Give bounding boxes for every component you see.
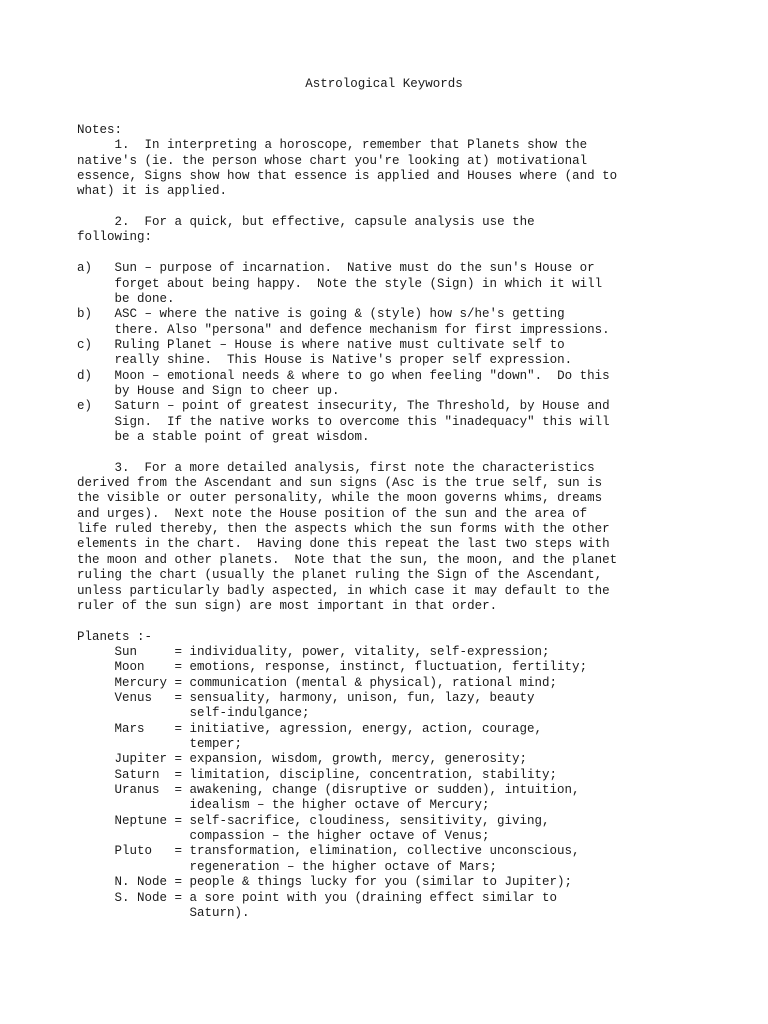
capsule-item-text: be a stable point of great wisdom.	[114, 430, 370, 444]
note-1-line: what) it is applied.	[77, 184, 228, 199]
planet-keywords: regeneration – the higher octave of Mars;	[189, 859, 498, 874]
planet-name: Saturn	[114, 767, 160, 782]
planet-name: S. Node	[114, 890, 168, 905]
planet-keywords: idealism – the higher octave of Mercury;	[189, 798, 490, 813]
note-3-line: ruling the chart (usually the planet ruling the Sign of the Ascendant,	[77, 568, 603, 583]
planet-keywords: self-indulgance;	[189, 706, 310, 721]
planet-keywords: transformation, elimination, collective unconscious,	[189, 844, 580, 859]
planet-keywords: initiative, agression, energy, action, courage,	[189, 721, 543, 736]
planet-equals: =	[174, 752, 183, 767]
planet-equals: =	[174, 844, 183, 859]
planet-keywords: sensuality, harmony, unison, fun, lazy, beauty	[189, 690, 535, 705]
planet-keywords: people & things lucky for you (similar to Jupiter);	[189, 875, 573, 890]
planet-keywords: compassion – the higher octave of Venus;	[189, 829, 490, 844]
planet-name: Mercury	[114, 675, 168, 690]
planet-keywords: self-sacrifice, cloudiness, sensitivity, giving,	[189, 813, 550, 828]
page-title: Astrological Keywords	[305, 77, 463, 91]
planet-name: Uranus	[114, 783, 160, 798]
planet-name: Mars	[114, 721, 145, 736]
planet-equals: =	[174, 690, 183, 705]
capsule-item-text: by House and Sign to cheer up.	[114, 383, 340, 398]
note-3-line: ruler of the sun sign) are most important in that order.	[77, 598, 498, 613]
note-3-line: and urges). Next note the House position of the sun and the area of	[77, 506, 588, 521]
planet-equals: =	[174, 783, 183, 798]
note-3-line: 3. For a more detailed analysis, first note the characteristics	[77, 460, 595, 475]
planet-keywords: temper;	[189, 737, 243, 751]
planet-equals: =	[174, 875, 183, 890]
planet-name: Pluto	[114, 844, 153, 859]
capsule-item-marker: a)	[77, 261, 93, 276]
planet-keywords: emotions, response, instinct, fluctuation, fertility;	[189, 660, 588, 675]
note-3-line: life ruled thereby, then the aspects which the sun forms with the other	[77, 522, 610, 537]
note-3-line: unless particularly badly aspected, in which case it may default to the	[77, 583, 610, 598]
capsule-item-text: forget about being happy. Note the style (Sign) in which it will	[114, 276, 603, 291]
planet-keywords: individuality, power, vitality, self-expression;	[189, 644, 550, 659]
notes-heading: Notes:	[77, 123, 123, 137]
planet-equals: =	[174, 660, 183, 675]
planet-name: Jupiter	[114, 752, 168, 767]
planet-keywords: limitation, discipline, concentration, stability;	[189, 767, 558, 782]
capsule-item-marker: d)	[77, 368, 93, 383]
capsule-item-text: Sun – purpose of incarnation. Native must do the sun's House or	[114, 261, 595, 276]
note-2-line: 2. For a quick, but effective, capsule analysis use the	[77, 215, 535, 230]
capsule-item-marker: c)	[77, 337, 93, 352]
capsule-item-text: Moon – emotional needs & where to go when feeling "down". Do this	[114, 368, 610, 383]
note-3-line: elements in the chart. Having done this repeat the last two steps with	[77, 537, 610, 552]
planet-name: Moon	[114, 660, 145, 675]
planet-equals: =	[174, 890, 183, 905]
capsule-item-text: Sign. If the native works to overcome this "inadequacy" this will	[114, 414, 610, 429]
note-3-line: derived from the Ascendant and sun signs (Asc is the true self, sun is	[77, 476, 603, 491]
planet-name: Venus	[114, 690, 153, 705]
planet-name: Neptune	[114, 813, 168, 828]
note-1-line: 1. In interpreting a horoscope, remember that Planets show the	[77, 138, 588, 153]
planet-keywords: expansion, wisdom, growth, mercy, generosity;	[189, 752, 528, 767]
planet-keywords: communication (mental & physical), rational mind;	[189, 675, 558, 690]
note-3-line: the visible or outer personality, while the moon governs whims, dreams	[77, 491, 603, 506]
planet-equals: =	[174, 813, 183, 828]
note-1-line: essence, Signs show how that essence is applied and Houses where (and to	[77, 169, 618, 184]
planet-keywords: a sore point with you (draining effect similar to	[189, 890, 558, 905]
planet-equals: =	[174, 675, 183, 690]
planet-name: N. Node	[114, 875, 168, 890]
note-1-line: native's (ie. the person whose chart you're looking at) motivational	[77, 153, 588, 168]
capsule-item-text: ASC – where the native is going & (style) how s/he's getting	[114, 307, 565, 322]
planet-keywords: Saturn).	[189, 905, 250, 920]
capsule-item-text: there. Also "persona" and defence mechanism for first impressions.	[114, 322, 610, 337]
capsule-item-marker: e)	[77, 399, 93, 414]
capsule-item-text: Ruling Planet – House is where native must cultivate self to	[114, 337, 565, 352]
planet-name: Sun	[114, 644, 138, 659]
capsule-item-marker: b)	[77, 307, 93, 322]
note-3-line: the moon and other planets. Note that the sun, the moon, and the planet	[77, 552, 618, 567]
capsule-item-text: Saturn – point of greatest insecurity, The Threshold, by House and	[114, 399, 610, 414]
planet-equals: =	[174, 644, 183, 659]
note-2-line: following:	[77, 230, 153, 245]
planet-equals: =	[174, 767, 183, 782]
capsule-item-text: really shine. This House is Native's proper self expression.	[114, 353, 573, 368]
planets-heading: Planets :-	[77, 629, 153, 644]
planet-equals: =	[174, 721, 183, 736]
capsule-item-text: be done.	[114, 291, 175, 306]
planet-keywords: awakening, change (disruptive or sudden), intuition,	[189, 783, 580, 798]
